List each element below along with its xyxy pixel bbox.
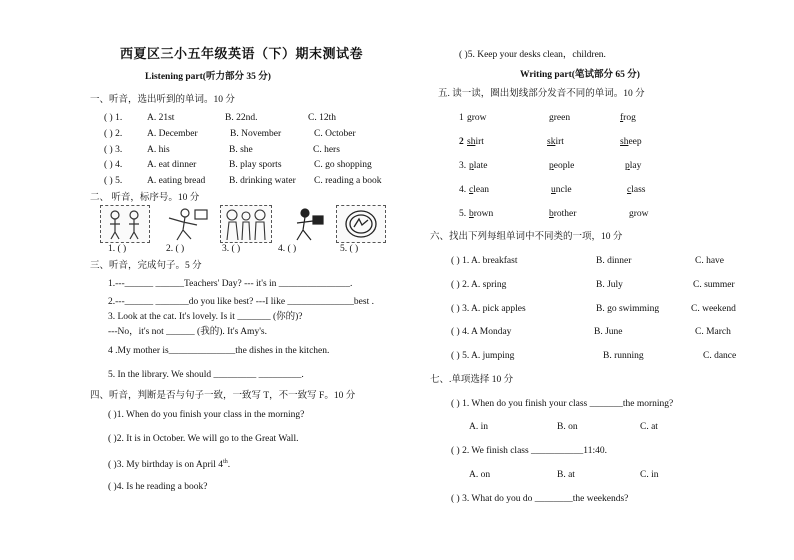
choice-number[interactable]: ( ) 4. [104,160,123,170]
phonics-word[interactable]: play [625,161,642,171]
option-b: B. July [596,280,623,290]
option-b: B. dinner [596,256,632,266]
fill-in-line[interactable]: 4 .My mother is______________the dishes in the kitchen. [108,346,330,356]
odd-one-out-row[interactable]: ( ) 1. A. breakfast [451,256,518,266]
phonics-word[interactable]: brother [549,209,577,219]
phonics-word[interactable]: class [627,185,646,195]
fill-in-line[interactable]: 3. Look at the cat. It's lovely. Is it _______ (你的)? [108,312,303,322]
picture-label-3[interactable]: 3. ( ) [222,244,241,254]
option-b: B. drinking water [229,176,296,186]
option-b: B. June [594,327,623,337]
picture-label-4[interactable]: 4. ( ) [278,244,297,254]
phonics-word[interactable]: green [549,113,571,123]
phonics-word[interactable]: clean [469,185,490,195]
phonics-word[interactable]: uncle [551,185,572,195]
picture-label-1[interactable]: 1. ( ) [108,244,127,254]
listening-part-heading: Listening part(听力部分 35 分) [145,72,271,82]
section-2-heading: 二、 听音，标序号。10 分 [90,193,200,203]
picture-label-5[interactable]: 5. ( ) [340,244,359,254]
option-c: C. March [695,327,731,337]
section-6-heading: 六、找出下列每组单词中不同类的一项，10 分 [430,232,623,242]
fill-in-line[interactable]: 5. In the library. We should _________ _________. [108,370,304,380]
option-c: C. have [695,256,725,266]
judge-line[interactable]: ( )5. Keep your desks clean，children. [459,50,606,60]
phonics-word[interactable]: skirt [547,137,564,147]
option-b: B. she [229,145,253,155]
option-b: B. November [230,129,282,139]
phonics-word[interactable]: brown [469,209,494,219]
option-a: A. eat dinner [147,160,197,170]
option-c: C. go shopping [314,160,372,170]
option-c: C. weekend [691,304,736,314]
page-title: 西夏区三小五年级英语（下）期末测试卷 [120,46,364,61]
option-b: B. running [603,351,644,361]
phonics-word[interactable]: frog [620,113,636,123]
choice-number[interactable]: ( ) 2. [104,129,123,139]
option-b: B. play sports [229,160,282,170]
picture-3-family-icon [220,205,272,243]
judge-line-text: ( )3. My birthday is on April 4 [108,460,224,471]
option-a: A. 21st [147,113,175,123]
choice-number[interactable]: ( ) 3. [104,145,123,155]
writing-part-heading: Writing part(笔试部分 65 分) [520,70,640,80]
section-3-heading: 三、听音，完成句子。5 分 [90,261,202,271]
picture-2-person-pointing-icon [160,205,210,243]
mc-option-b: B. at [557,470,575,480]
odd-one-out-row[interactable]: ( ) 2. A. spring [451,280,507,290]
section-1-heading: 一、听音，选出听到的单词。10 分 [90,95,235,105]
mc-question-1[interactable]: ( ) 1. When do you finish your class _______the morning? [451,399,674,409]
odd-one-out-row[interactable]: ( ) 4. A Monday [451,327,512,337]
mc-option-c: C. in [640,470,659,480]
fill-in-line[interactable]: 2.---______ _______do you like best? ---I like ______________best . [108,297,374,307]
phonics-row-number: 1 [459,113,464,123]
judge-line[interactable] [108,459,230,471]
ordinal-suffix: th [223,459,228,465]
phonics-word[interactable]: grow [629,209,649,219]
choice-number[interactable]: ( ) 1. [104,113,123,123]
judge-line[interactable]: ( )2. It is in October. We will go to the Great Wall. [108,434,299,444]
option-c: C. dance [703,351,737,361]
option-c: C. October [314,129,356,139]
mc-option-c: C. at [640,422,658,432]
phonics-word[interactable]: sheep [620,137,642,147]
option-c: C. hers [313,145,340,155]
option-b: B. go swimming [596,304,660,314]
phonics-row-number: 4. [459,185,467,195]
fill-in-line[interactable]: 1.---______ ______Teachers' Day? --- it's in _______________. [108,279,353,289]
phonics-word[interactable]: shirt [467,137,484,147]
phonics-row-number: 5. [459,209,467,219]
mc-option-b: B. on [557,422,578,432]
phonics-word[interactable]: plate [469,161,488,171]
mc-question-2[interactable]: ( ) 2. We finish class ___________11:40. [451,446,607,456]
option-a: A. eating bread [147,176,206,186]
option-c: C. summer [693,280,735,290]
phonics-row-number: 3. [459,161,467,171]
mc-option-a: A. on [469,470,491,480]
odd-one-out-row[interactable]: ( ) 3. A. pick apples [451,304,526,314]
option-c: C. 12th [308,113,336,123]
mc-option-a: A. in [469,422,488,432]
option-a: A. December [147,129,198,139]
judge-line[interactable]: ( )1. When do you finish your class in the morning? [108,410,305,420]
phonics-word[interactable]: grow [467,113,487,123]
phonics-word[interactable]: people [549,161,575,171]
judge-line[interactable]: ( )4. Is he reading a book? [108,482,208,492]
option-c: C. reading a book [314,176,382,186]
picture-1-children-icon [100,205,150,243]
section-5-heading: 五. 读一读，圈出划线部分发音不同的单词。10 分 [438,89,645,99]
fill-in-line[interactable]: ---No，it's not ______ (我的). It's Amy's. [108,327,267,337]
picture-label-2[interactable]: 2. ( ) [166,244,185,254]
section-4-heading: 四、听音，判断是否与句子一致，一致写 T，不一致写 F。10 分 [90,391,356,401]
picture-4-person-reading-icon [282,205,332,243]
section-7-heading: 七、.单项选择 10 分 [430,375,514,385]
picture-5-circle-sign-icon [336,205,386,243]
choice-number[interactable]: ( ) 5. [104,176,123,186]
judge-line-period: . [227,460,231,471]
option-a: A. his [147,145,170,155]
option-b: B. 22nd. [225,113,258,123]
phonics-row-number: 2 [459,137,464,147]
odd-one-out-row[interactable]: ( ) 5. A. jumping [451,351,515,361]
mc-question-3[interactable]: ( ) 3. What do you do ________the weekends? [451,494,629,504]
